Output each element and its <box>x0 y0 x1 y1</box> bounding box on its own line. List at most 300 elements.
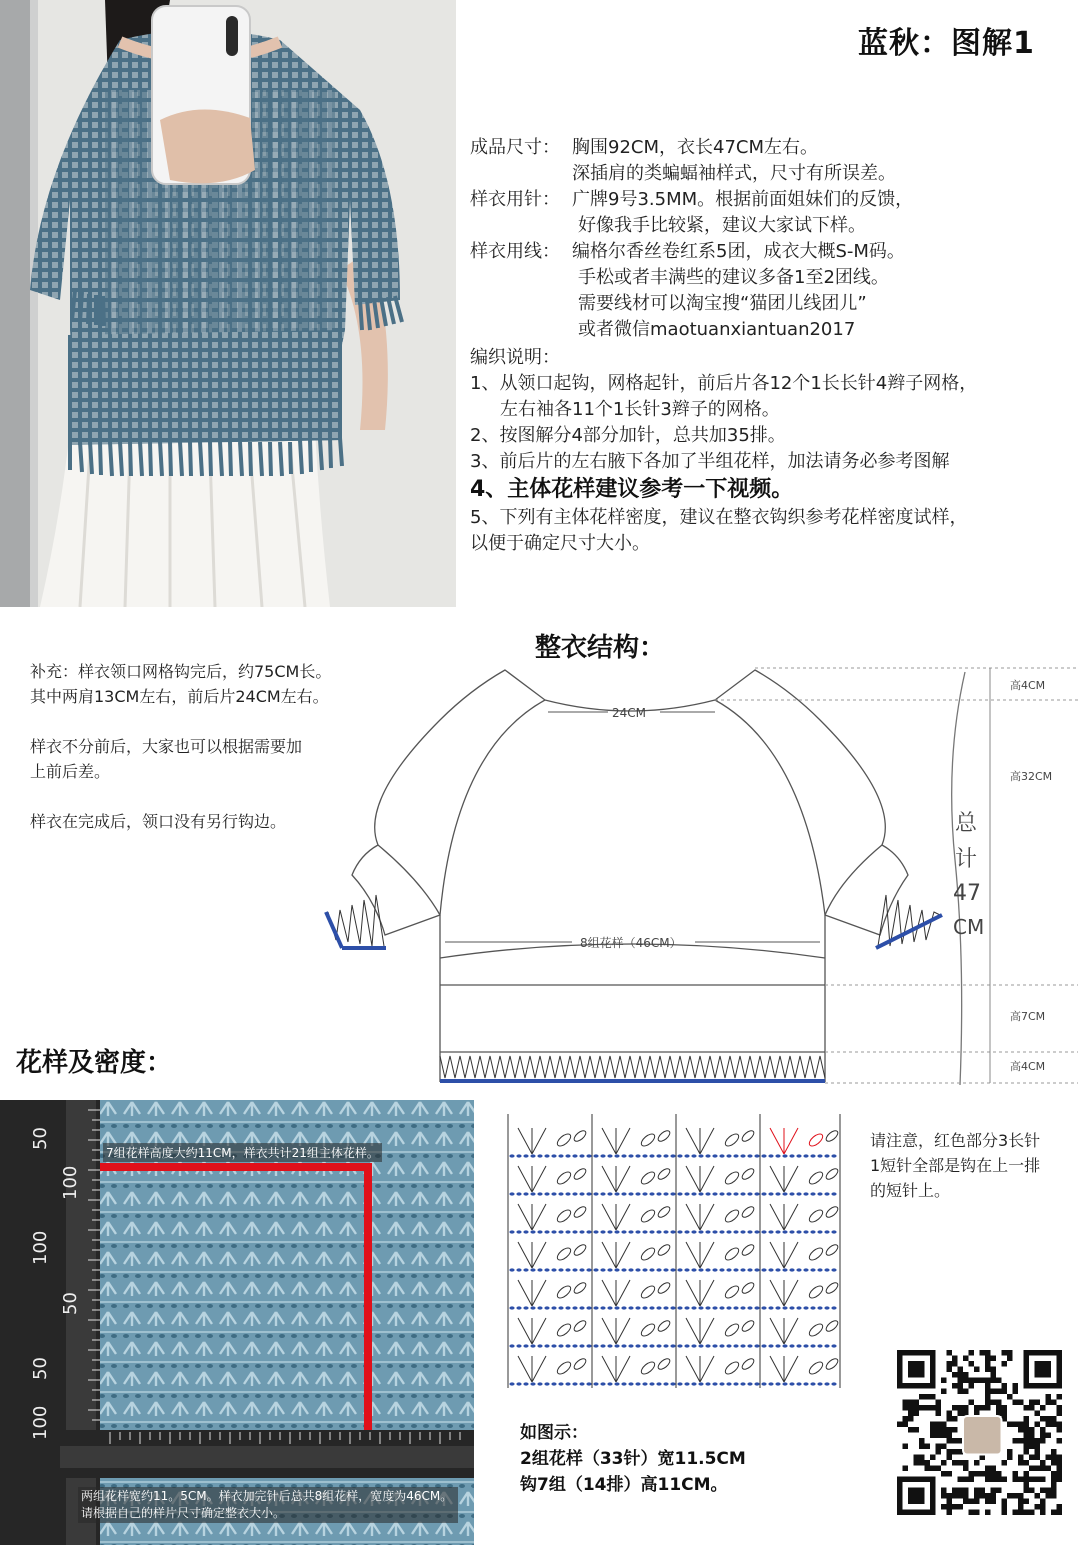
treble-stitch-mark <box>686 1242 700 1268</box>
note-line: 样衣在完成后，领口没有另行钩边。 <box>30 812 287 831</box>
treble-stitch-mark <box>686 1280 700 1306</box>
qr-module <box>952 1427 958 1433</box>
qr-module <box>996 1389 1002 1395</box>
qr-module <box>947 1449 953 1455</box>
chain-stitch-mark <box>656 1154 661 1157</box>
chain-stitch-mark <box>579 1268 584 1271</box>
qr-module <box>974 1460 980 1466</box>
qr-module <box>1051 1482 1057 1488</box>
qr-module <box>963 1378 969 1384</box>
chain-loop-mark <box>656 1243 671 1257</box>
chain-stitch-mark <box>733 1268 738 1271</box>
qr-module <box>1018 1493 1024 1499</box>
chain-stitch-mark <box>831 1382 836 1385</box>
qr-module <box>1002 1510 1008 1516</box>
chain-stitch-mark <box>810 1230 815 1233</box>
chain-stitch-mark <box>537 1230 542 1233</box>
chain-stitch-mark <box>831 1306 836 1309</box>
qr-module <box>1002 1389 1008 1395</box>
chain-stitch-mark <box>635 1230 640 1233</box>
qr-module <box>1040 1499 1046 1505</box>
qr-module <box>1002 1411 1008 1417</box>
spec-line: 深插肩的类蝙蝠袖样式，尺寸有所误差。 <box>572 163 896 184</box>
qr-module <box>1046 1433 1052 1439</box>
chain-loop-mark <box>807 1322 824 1338</box>
chain-stitch-mark <box>558 1268 563 1271</box>
qr-module <box>1035 1493 1041 1499</box>
chain-loop-mark <box>572 1167 587 1181</box>
chain-stitch-mark <box>642 1344 647 1347</box>
qr-module <box>952 1493 958 1499</box>
chain-stitch-mark <box>670 1344 675 1347</box>
qr-module <box>991 1367 997 1373</box>
chain-stitch-mark <box>824 1230 829 1233</box>
chain-stitch-mark <box>551 1344 556 1347</box>
qr-module <box>1057 1422 1063 1428</box>
chain-loop-mark <box>555 1246 572 1262</box>
qr-module <box>969 1361 975 1367</box>
total-label: 总 <box>955 811 978 836</box>
chain-stitch-mark <box>621 1382 626 1385</box>
chain-loop-mark <box>572 1129 587 1143</box>
chain-stitch-mark <box>698 1306 703 1309</box>
qr-module <box>903 1400 909 1406</box>
chain-stitch-mark <box>621 1344 626 1347</box>
qr-module <box>1024 1433 1030 1439</box>
chain-stitch-mark <box>705 1268 710 1271</box>
chain-stitch-mark <box>621 1230 626 1233</box>
qr-module <box>1057 1471 1063 1477</box>
chain-loop-mark <box>555 1208 572 1224</box>
qr-module <box>1051 1493 1057 1499</box>
qr-module <box>908 1416 914 1422</box>
treble-stitch-mark <box>616 1166 630 1192</box>
chain-stitch-mark <box>726 1230 731 1233</box>
qr-module <box>996 1488 1002 1494</box>
qr-module <box>974 1499 980 1505</box>
total-label: 计 <box>955 847 978 872</box>
qr-module <box>991 1488 997 1494</box>
chain-stitch-mark <box>740 1154 745 1157</box>
treble-stitch-mark <box>616 1280 630 1306</box>
chain-loop-mark <box>639 1208 656 1224</box>
chain-stitch-mark <box>642 1306 647 1309</box>
qr-module <box>985 1394 991 1400</box>
chain-stitch-mark <box>509 1344 514 1347</box>
chain-stitch-mark <box>698 1192 703 1195</box>
chain-stitch-mark <box>649 1382 654 1385</box>
qr-module <box>947 1350 953 1356</box>
chain-stitch-mark <box>607 1192 612 1195</box>
chain-loop-mark <box>639 1322 656 1338</box>
chain-loop-mark <box>723 1208 740 1224</box>
chain-loop-mark <box>572 1319 587 1333</box>
chain-stitch-mark <box>761 1192 766 1195</box>
qr-module <box>947 1499 953 1505</box>
qr-module <box>991 1471 997 1477</box>
chain-stitch-mark <box>607 1154 612 1157</box>
chain-stitch-mark <box>628 1154 633 1157</box>
qr-module <box>1035 1444 1041 1450</box>
treble-stitch-mark <box>700 1242 714 1268</box>
qr-module <box>1040 1416 1046 1422</box>
chain-stitch-mark <box>586 1382 591 1385</box>
chain-stitch-mark <box>523 1344 528 1347</box>
chain-stitch-mark <box>740 1306 745 1309</box>
chain-stitch-mark <box>824 1192 829 1195</box>
qr-module <box>952 1405 958 1411</box>
chain-stitch-mark <box>803 1268 808 1271</box>
chain-stitch-mark <box>775 1268 780 1271</box>
treble-stitch-mark <box>686 1356 700 1382</box>
qr-module <box>1029 1466 1035 1472</box>
chain-stitch-mark <box>621 1192 626 1195</box>
chain-stitch-mark <box>789 1306 794 1309</box>
qr-module <box>1018 1438 1024 1444</box>
chain-stitch-mark <box>642 1192 647 1195</box>
chain-stitch-mark <box>677 1382 682 1385</box>
chain-stitch-mark <box>705 1306 710 1309</box>
qr-code[interactable] <box>893 1348 1069 1518</box>
qr-module <box>1051 1455 1057 1461</box>
qr-module <box>936 1400 942 1406</box>
chain-stitch-mark <box>789 1192 794 1195</box>
chain-stitch-mark <box>586 1268 591 1271</box>
qr-module <box>1057 1394 1063 1400</box>
chain-stitch-mark <box>579 1306 584 1309</box>
chain-stitch-mark <box>754 1382 759 1385</box>
garment-photo <box>0 0 456 607</box>
treble-stitch-mark <box>616 1128 630 1154</box>
qr-module <box>952 1504 958 1510</box>
qr-module <box>1013 1493 1019 1499</box>
qr-module <box>969 1499 975 1505</box>
chain-stitch-mark <box>600 1382 605 1385</box>
treble-stitch-mark <box>616 1318 630 1344</box>
chain-stitch-mark <box>614 1344 619 1347</box>
chain-stitch-mark <box>775 1154 780 1157</box>
chain-loop-mark <box>824 1129 839 1143</box>
qr-module <box>919 1444 925 1450</box>
chain-stitch-mark <box>509 1192 514 1195</box>
chain-stitch-mark <box>523 1154 528 1157</box>
chain-stitch-mark <box>579 1230 584 1233</box>
chain-stitch-mark <box>516 1306 521 1309</box>
note-line: 样衣不分前后，大家也可以根据需要加 <box>30 737 303 756</box>
chain-stitch-mark <box>775 1230 780 1233</box>
qr-module <box>963 1466 969 1472</box>
instruction-step: 2、按图解分4部分加针，总共加35排。 <box>470 425 786 446</box>
chest-width-label: 8组花样（46CM） <box>580 936 682 950</box>
qr-module <box>1013 1510 1019 1516</box>
chain-loop-mark <box>572 1281 587 1295</box>
chain-stitch-mark <box>719 1154 724 1157</box>
qr-module <box>947 1416 953 1422</box>
qr-module <box>936 1411 942 1417</box>
instruction-step: 3、前后片的左右腋下各加了半组花样，加法请务必参考图解 <box>470 451 950 472</box>
qr-module <box>980 1350 986 1356</box>
chain-stitch-mark <box>733 1344 738 1347</box>
chain-stitch-mark <box>817 1192 822 1195</box>
chain-stitch-mark <box>810 1192 815 1195</box>
chain-stitch-mark <box>579 1192 584 1195</box>
chain-stitch-mark <box>649 1230 654 1233</box>
qr-module <box>969 1350 975 1356</box>
qr-module <box>991 1389 997 1395</box>
qr-module <box>1007 1455 1013 1461</box>
chain-stitch-mark <box>705 1382 710 1385</box>
chain-stitch-mark <box>677 1306 682 1309</box>
qr-module <box>1007 1422 1013 1428</box>
chain-stitch-mark <box>635 1382 640 1385</box>
qr-module <box>941 1433 947 1439</box>
qr-module <box>963 1477 969 1483</box>
chain-stitch-mark <box>817 1230 822 1233</box>
qr-module <box>1040 1460 1046 1466</box>
qr-module <box>919 1438 925 1444</box>
chain-stitch-mark <box>796 1344 801 1347</box>
chain-loop-mark <box>807 1246 824 1262</box>
chain-stitch-mark <box>768 1268 773 1271</box>
chain-stitch-mark <box>600 1154 605 1157</box>
chain-loop-mark <box>723 1246 740 1262</box>
qr-module <box>914 1455 920 1461</box>
qr-module <box>903 1416 909 1422</box>
chain-stitch-mark <box>530 1230 535 1233</box>
qr-module <box>991 1466 997 1472</box>
chain-stitch-mark <box>530 1268 535 1271</box>
chain-stitch-mark <box>698 1230 703 1233</box>
chain-stitch-mark <box>656 1268 661 1271</box>
chain-stitch-mark <box>824 1344 829 1347</box>
chain-stitch-mark <box>691 1192 696 1195</box>
qr-module <box>1029 1444 1035 1450</box>
qr-module <box>991 1400 997 1406</box>
chain-stitch-mark <box>530 1344 535 1347</box>
note-line: 上前后差。 <box>30 762 111 781</box>
qr-module <box>936 1422 942 1428</box>
qr-module <box>969 1378 975 1384</box>
chain-stitch-mark <box>796 1268 801 1271</box>
chain-loop-mark <box>555 1360 572 1376</box>
chain-loop-mark <box>639 1170 656 1186</box>
qr-module <box>985 1400 991 1406</box>
qr-module <box>930 1466 936 1472</box>
qr-module <box>952 1449 958 1455</box>
qr-module <box>1029 1427 1035 1433</box>
chain-stitch-mark <box>565 1154 570 1157</box>
qr-module <box>958 1488 964 1494</box>
qr-module <box>925 1444 931 1450</box>
chain-stitch-mark <box>663 1192 668 1195</box>
qr-module <box>985 1477 991 1483</box>
qr-module <box>941 1444 947 1450</box>
chain-stitch-mark <box>670 1382 675 1385</box>
chain-stitch-mark <box>768 1230 773 1233</box>
chain-stitch-mark <box>586 1344 591 1347</box>
chain-stitch-mark <box>705 1154 710 1157</box>
chain-stitch-mark <box>796 1192 801 1195</box>
chain-stitch-mark <box>607 1382 612 1385</box>
page-title: 蓝秋：图解1 <box>858 26 1035 61</box>
chain-stitch-mark <box>649 1268 654 1271</box>
chain-stitch-mark <box>719 1306 724 1309</box>
qr-module <box>991 1493 997 1499</box>
qr-module <box>974 1367 980 1373</box>
height-label-4: 高4CM <box>1010 1060 1046 1073</box>
qr-module <box>1018 1400 1024 1406</box>
instruction-step-highlight: 4、主体花样建议参考一下视频。 <box>470 477 794 502</box>
chain-stitch-mark <box>740 1344 745 1347</box>
qr-module <box>936 1444 942 1450</box>
instruction-step: 左右袖各11个1长针3辫子的网格。 <box>500 399 780 420</box>
chain-stitch-mark <box>642 1230 647 1233</box>
chain-stitch-mark <box>740 1230 745 1233</box>
chain-stitch-mark <box>817 1382 822 1385</box>
qr-module <box>947 1510 953 1516</box>
chain-stitch-mark <box>684 1154 689 1157</box>
ruler-number: 100 <box>60 1165 81 1200</box>
qr-module <box>1057 1460 1063 1466</box>
qr-module <box>1018 1504 1024 1510</box>
qr-module <box>930 1422 936 1428</box>
chain-stitch-mark <box>817 1344 822 1347</box>
qr-module <box>1046 1488 1052 1494</box>
chain-stitch-mark <box>698 1382 703 1385</box>
qr-module <box>1029 1455 1035 1461</box>
chain-stitch-mark <box>705 1192 710 1195</box>
note-line: 其中两肩13CM左右，前后片24CM左右。 <box>30 687 329 706</box>
chain-stitch-mark <box>656 1344 661 1347</box>
chain-stitch-mark <box>586 1306 591 1309</box>
chain-stitch-mark <box>712 1154 717 1157</box>
chain-stitch-mark <box>670 1192 675 1195</box>
chain-stitch-mark <box>572 1192 577 1195</box>
qr-module <box>1002 1499 1008 1505</box>
chain-stitch-mark <box>803 1230 808 1233</box>
qr-module <box>930 1394 936 1400</box>
treble-stitch-mark <box>602 1166 616 1192</box>
ruler-number: 50 <box>30 1127 51 1150</box>
swatch-height-note: 7组花样高度大约11CM，样衣共计21组主体花样。 <box>103 1143 382 1162</box>
chain-stitch-mark <box>572 1306 577 1309</box>
qr-module <box>930 1433 936 1439</box>
chain-stitch-mark <box>649 1154 654 1157</box>
ruler-number: 100 <box>30 1230 51 1265</box>
treble-stitch-mark <box>686 1204 700 1230</box>
chain-stitch-mark <box>719 1344 724 1347</box>
chain-stitch-mark <box>579 1344 584 1347</box>
chain-stitch-mark <box>782 1344 787 1347</box>
qr-module <box>941 1471 947 1477</box>
qr-module <box>1035 1422 1041 1428</box>
qr-module <box>1057 1455 1063 1461</box>
qr-module <box>1040 1405 1046 1411</box>
qr-module <box>941 1460 947 1466</box>
spec-line: 需要线材可以淘宝搜“猫团儿线团儿” <box>578 293 867 314</box>
chain-stitch-mark <box>803 1306 808 1309</box>
qr-module <box>903 1405 909 1411</box>
chain-stitch-mark <box>537 1268 542 1271</box>
chain-stitch-mark <box>642 1382 647 1385</box>
chain-loop-mark <box>824 1319 839 1333</box>
chain-stitch-mark <box>586 1154 591 1157</box>
qr-module <box>996 1400 1002 1406</box>
qr-module <box>1024 1438 1030 1444</box>
chain-stitch-mark <box>614 1154 619 1157</box>
treble-stitch-mark <box>700 1128 714 1154</box>
qr-module <box>908 1411 914 1417</box>
treble-stitch-mark <box>532 1204 546 1230</box>
qr-module <box>1051 1510 1057 1516</box>
qr-module <box>941 1389 947 1395</box>
chain-stitch-mark <box>831 1192 836 1195</box>
chain-stitch-mark <box>698 1344 703 1347</box>
chain-stitch-mark <box>719 1382 724 1385</box>
chain-stitch-mark <box>635 1192 640 1195</box>
qr-module <box>996 1378 1002 1384</box>
chain-stitch-mark <box>572 1382 577 1385</box>
instruction-step: 1、从领口起钩，网格起针，前后片各12个1长长针4辫子网格， <box>470 373 978 394</box>
qr-module <box>947 1411 953 1417</box>
qr-finder-mark <box>908 1361 925 1378</box>
qr-module <box>1007 1493 1013 1499</box>
chain-stitch-mark <box>754 1154 759 1157</box>
qr-module <box>1035 1411 1041 1417</box>
qr-module <box>1013 1389 1019 1395</box>
treble-stitch-mark <box>770 1204 784 1230</box>
chain-stitch-mark <box>558 1344 563 1347</box>
gauge-caption <box>520 1420 746 1498</box>
qr-module <box>1024 1477 1030 1483</box>
qr-module <box>985 1510 991 1516</box>
qr-module <box>919 1405 925 1411</box>
spec-line: 广牌9号3.5MM。根据前面姐妹们的反馈， <box>572 189 914 210</box>
chain-stitch-mark <box>761 1344 766 1347</box>
chain-stitch-mark <box>670 1230 675 1233</box>
chain-stitch-mark <box>824 1382 829 1385</box>
qr-module <box>996 1471 1002 1477</box>
qr-module <box>936 1405 942 1411</box>
chain-stitch-mark <box>551 1154 556 1157</box>
qr-module <box>985 1471 991 1477</box>
chain-stitch-mark <box>698 1268 703 1271</box>
height-label-3: 高7CM <box>1010 1010 1046 1023</box>
qr-module <box>958 1405 964 1411</box>
chain-loop-mark <box>740 1205 755 1219</box>
chain-stitch-mark <box>530 1382 535 1385</box>
chain-stitch-mark <box>530 1192 535 1195</box>
qr-module <box>958 1378 964 1384</box>
chain-stitch-mark <box>754 1268 759 1271</box>
treble-stitch-mark <box>532 1318 546 1344</box>
treble-stitch-mark <box>518 1280 532 1306</box>
chain-stitch-mark <box>635 1268 640 1271</box>
qr-module <box>1018 1460 1024 1466</box>
chain-stitch-mark <box>782 1268 787 1271</box>
chain-stitch-mark <box>558 1382 563 1385</box>
chain-stitch-mark <box>614 1230 619 1233</box>
qr-module <box>930 1427 936 1433</box>
chain-stitch-mark <box>635 1154 640 1157</box>
qr-module <box>1046 1394 1052 1400</box>
chain-stitch-mark <box>817 1154 822 1157</box>
qr-module <box>1051 1471 1057 1477</box>
qr-module <box>1035 1400 1041 1406</box>
stitch-chart <box>500 1106 845 1396</box>
chain-stitch-mark <box>782 1230 787 1233</box>
chain-stitch-mark <box>614 1268 619 1271</box>
